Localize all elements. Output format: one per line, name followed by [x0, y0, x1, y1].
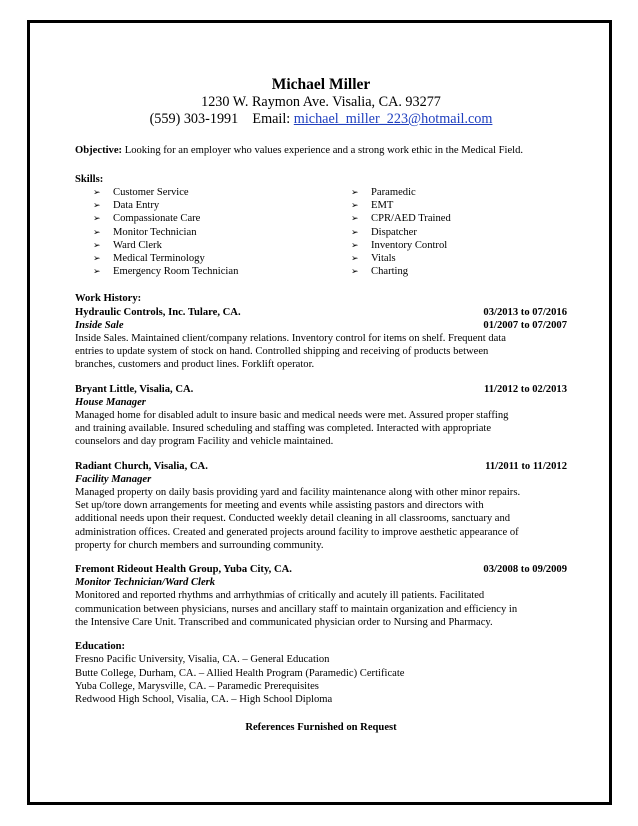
skills-title: Skills: [75, 174, 104, 185]
phone-number: (559) 303-1991 [149, 111, 239, 127]
arrow-bullet-icon: ➢ [93, 239, 101, 250]
skill-item: ➢ Inventory Control [351, 239, 448, 251]
objective-text: Looking for an employer who values experience and a strong work ethic in the Medical Field. [124, 145, 524, 156]
address: 1230 W. Raymon Ave. Visalia, CA. 93277 [201, 94, 441, 110]
skill-item: ➢ Vitals [351, 253, 396, 265]
job-role: Inside Sale [75, 319, 124, 331]
arrow-bullet-icon: ➢ [93, 213, 101, 224]
email-label: Email: [252, 111, 291, 127]
skill-item: ➢ Ward Clerk [93, 239, 162, 251]
job-company: Bryant Little, Visalia, CA. [75, 383, 194, 395]
skill-item: ➢ Paramedic [351, 187, 416, 198]
work-history-title: Work History: [75, 293, 142, 305]
arrow-bullet-icon: ➢ [93, 253, 101, 264]
job-description-line: administration offices. Created and generated projects around facility to improve aesthetic appearance of [75, 526, 519, 538]
arrow-bullet-icon: ➢ [351, 187, 359, 197]
arrow-bullet-icon: ➢ [93, 226, 101, 237]
job-description-line: and training available. Insured scheduling and staffing was completed. Interacted with appropriate [75, 423, 492, 435]
job-role: Facility Manager [75, 473, 152, 485]
job-description-line: counselors and day program Facility and vehicle maintained. [75, 436, 334, 448]
job-entry [75, 383, 567, 449]
education-title: Education: [75, 641, 126, 653]
skill-item: ➢ Medical Terminology [93, 253, 205, 265]
education-line: Redwood High School, Visalia, CA. – High School Diploma [75, 693, 333, 705]
arrow-bullet-icon: ➢ [351, 239, 359, 250]
arrow-bullet-icon: ➢ [351, 213, 359, 224]
applicant-name: Michael Miller [271, 76, 371, 93]
arrow-bullet-icon: ➢ [93, 187, 101, 197]
job-description-line: branches, customers and product lines. Forklift operator. [75, 359, 315, 371]
skills-column-right [351, 186, 451, 278]
job-role: House Manager [75, 396, 146, 408]
job-description-line: Set up/tore down arrangements for meeting and events while assisting pastors and directors with [75, 500, 484, 512]
skill-item: ➢ Monitor Technician [93, 226, 197, 238]
skill-item: ➢ Charting [351, 266, 409, 278]
arrow-bullet-icon: ➢ [351, 226, 359, 237]
arrow-bullet-icon: ➢ [351, 200, 359, 211]
objective [75, 144, 567, 157]
job-role-dates: 01/2007 to 07/2007 [483, 319, 567, 331]
job-description-line: the Intensive Care Unit. Transcribed and communicated physician order to Nursing and Pharmacy. [75, 616, 493, 628]
skill-item: ➢ Emergency Room Technician [93, 266, 239, 278]
references-note: References Furnished on Request [245, 722, 397, 734]
skill-item: ➢ Customer Service [93, 187, 189, 198]
job-dates: 11/2012 to 02/2013 [484, 383, 567, 395]
education [75, 640, 567, 706]
skills-column-left [93, 186, 351, 278]
resume-header [75, 76, 567, 128]
job-company: Fremont Rideout Health Group, Yuba City, CA. [75, 564, 292, 576]
job-entry [75, 306, 567, 372]
resume-content [75, 76, 567, 733]
job-description-line: Managed home for disabled adult to insure basic and medical needs were met. Assured proper staffing [75, 410, 509, 422]
arrow-bullet-icon: ➢ [351, 253, 359, 264]
objective-label: Objective: [75, 145, 123, 156]
job-description-line: entries to update system of stock on hand. Controlled shipping and receiving of products between [75, 346, 489, 358]
arrow-bullet-icon: ➢ [93, 266, 101, 277]
work-history [75, 292, 567, 629]
job-dates: 03/2008 to 09/2009 [483, 564, 567, 576]
job-description-line: Monitored and reported rhythms and arrhythmias of critically and acutely ill patients. Facilitated [75, 590, 485, 602]
skills-list [75, 186, 567, 278]
job-entry [75, 563, 567, 629]
job-dates: 11/2011 to 11/2012 [485, 460, 567, 472]
email-link[interactable]: michael_miller_223@hotmail.com [293, 111, 493, 127]
job-description-line: Managed property on daily basis providing yard and facility maintenance along with other minor repairs. [75, 487, 521, 499]
contact-line [75, 111, 567, 128]
job-company: Hydraulic Controls, Inc. Tulare, CA. [75, 306, 241, 318]
skill-item: ➢ Compassionate Care [93, 213, 201, 225]
job-description-line: communication between physicians, nurses and ancillary staff to maintain organization and efficiency in [75, 603, 518, 615]
job-role: Monitor Technician/Ward Clerk [75, 577, 216, 589]
arrow-bullet-icon: ➢ [351, 266, 359, 277]
job-description-line: Inside Sales. Maintained client/company relations. Inventory control for items on shelf. Frequent data [75, 333, 506, 345]
education-line: Butte College, Durham, CA. – Allied Health Program (Paramedic) Certificate [75, 667, 405, 679]
job-dates: 03/2013 to 07/2016 [483, 306, 567, 318]
skill-item: ➢ Dispatcher [351, 226, 417, 238]
job-description-line: property for church members and surrounding community. [75, 539, 324, 551]
skill-item: ➢ Data Entry [93, 200, 160, 212]
arrow-bullet-icon: ➢ [93, 200, 101, 211]
job-company: Radiant Church, Visalia, CA. [75, 460, 208, 472]
job-entry [75, 460, 567, 552]
skill-item: ➢ CPR/AED Trained [351, 213, 451, 225]
skill-item: ➢ EMT [351, 200, 394, 212]
education-line: Fresno Pacific University, Visalia, CA. – General Education [75, 654, 330, 666]
job-description-line: additional needs upon their request. Conducted weekly detail cleaning in all classrooms, sanctuary and [75, 513, 511, 525]
education-line: Yuba College, Marysville, CA. – Paramedic Prerequisites [75, 680, 319, 692]
